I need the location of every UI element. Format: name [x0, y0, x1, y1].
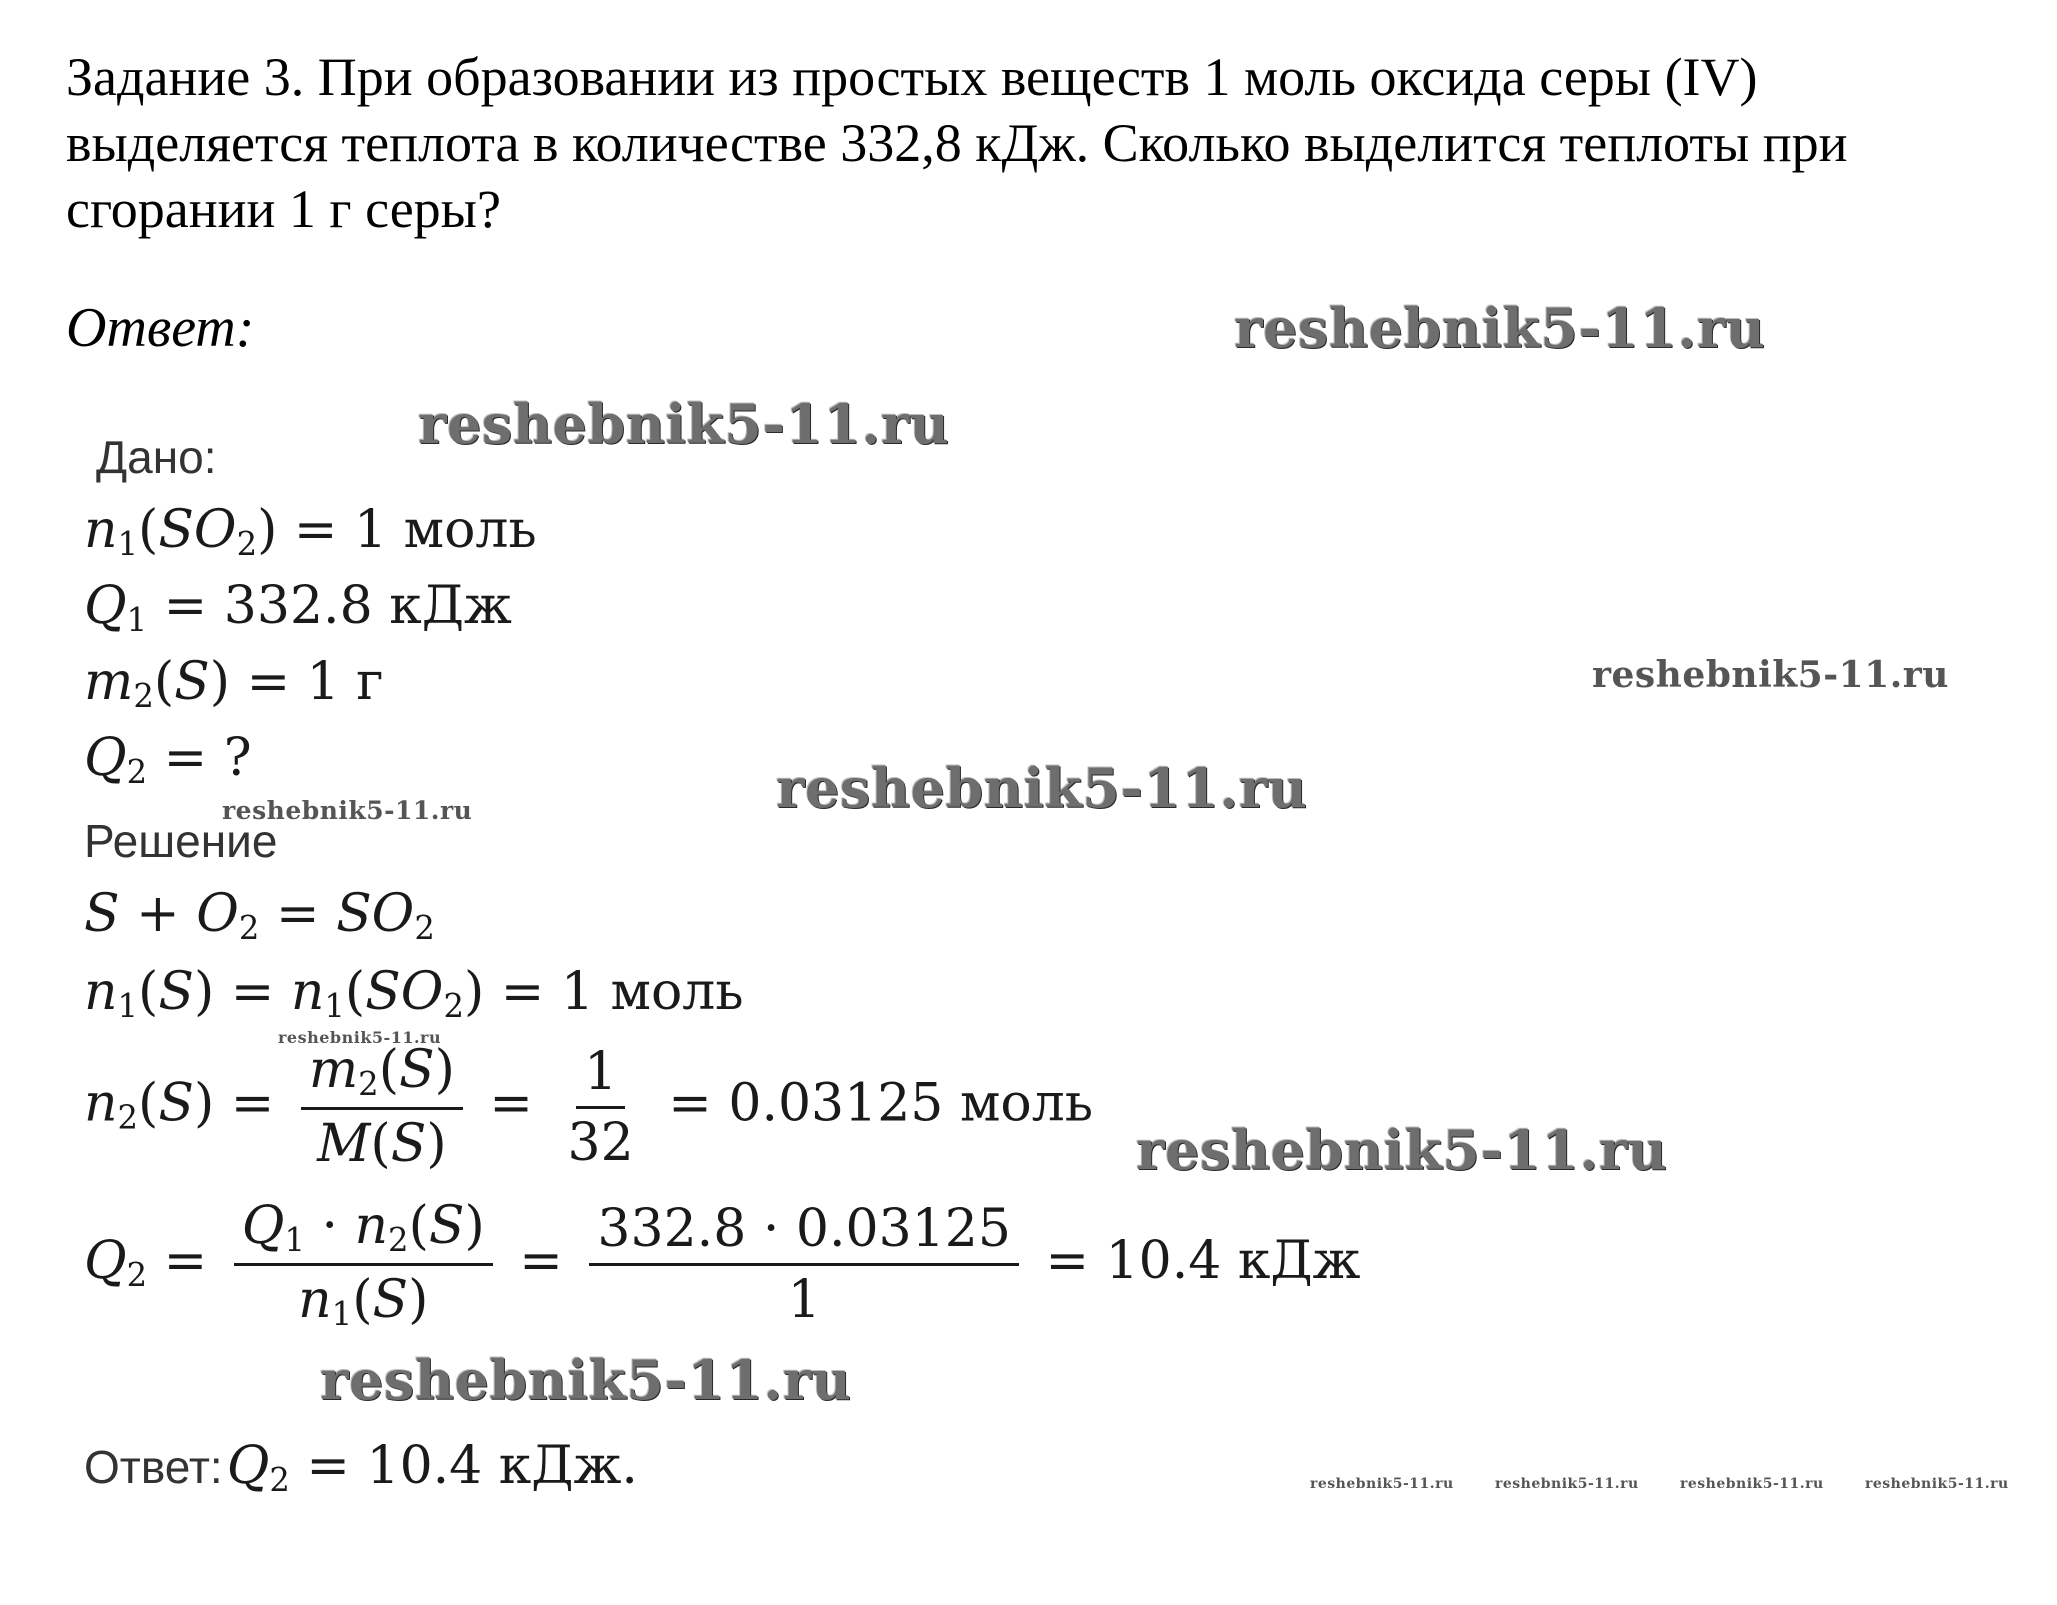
fraction: $\frac{332.8 \cdot 0.03125}{1}$ — [589, 1199, 1019, 1330]
watermark: reshebnik5-11.ru — [1136, 1118, 1668, 1182]
watermark: reshebnik5-11.ru — [1592, 654, 1949, 696]
watermark: reshebnik5-11.ru — [1865, 1476, 2009, 1492]
final-answer-value: $Q_2 = 10.4$ кДж. — [226, 1436, 638, 1500]
watermark: reshebnik5-11.ru — [418, 392, 950, 456]
watermark: reshebnik5-11.ru — [320, 1348, 852, 1412]
given-label: Дано: — [96, 431, 217, 483]
watermark: reshebnik5-11.ru — [1234, 296, 1766, 360]
task-statement: Задание 3. При образовании из простых веществ 1 моль оксида серы (IV) выделяется теплота в количестве 332,8 кДж. Сколько выделится теплоты при сгорании 1 г серы? — [66, 47, 1848, 239]
answer-heading: Ответ: — [66, 297, 255, 359]
given-m2: $m_2(S) = 1$ г — [84, 652, 384, 716]
final-answer — [84, 1436, 638, 1499]
watermark: reshebnik5-11.ru — [278, 1028, 442, 1047]
watermark: reshebnik5-11.ru — [222, 796, 473, 825]
final-answer-label: Ответ: — [84, 1441, 223, 1493]
watermark: reshebnik5-11.ru — [1310, 1476, 1454, 1492]
watermark: reshebnik5-11.ru — [1495, 1476, 1639, 1492]
given-q2: $Q_2$ = ? — [84, 728, 252, 792]
watermark: reshebnik5-11.ru — [776, 756, 1308, 820]
fraction: $\frac{Q_1 \cdot n_2(S)}{n_1(S)}$ — [234, 1196, 493, 1333]
n2-equation: $n_2(S)$ = $\frac{m_2(S)}{M(S)}$ = $\frac{1}{32}$ = 0.03125 моль — [84, 1040, 1094, 1175]
watermark: reshebnik5-11.ru — [1680, 1476, 1824, 1492]
solution-label: Решение — [84, 815, 278, 867]
given-q1: $Q_1 = 332.8$ кДж — [84, 576, 512, 640]
q2-equation: $Q_2$ = $\frac{Q_1 \cdot n_2(S)}{n_1(S)}$ = $\frac{332.8 \cdot 0.03125}{1}$ = 10.4 кДж — [84, 1196, 1361, 1334]
n1-equation: $n_1(S) = n_1(SO_2) = 1$ моль — [84, 962, 744, 1026]
fraction: $\frac{1}{32}$ — [567, 1041, 634, 1173]
fraction: $\frac{m_2(S)}{M(S)}$ — [301, 1040, 463, 1174]
given-n1: $n_1(SO_2) = 1$ моль — [84, 500, 537, 564]
reaction-equation: $S + O_2 = SO_2$ — [84, 884, 435, 948]
